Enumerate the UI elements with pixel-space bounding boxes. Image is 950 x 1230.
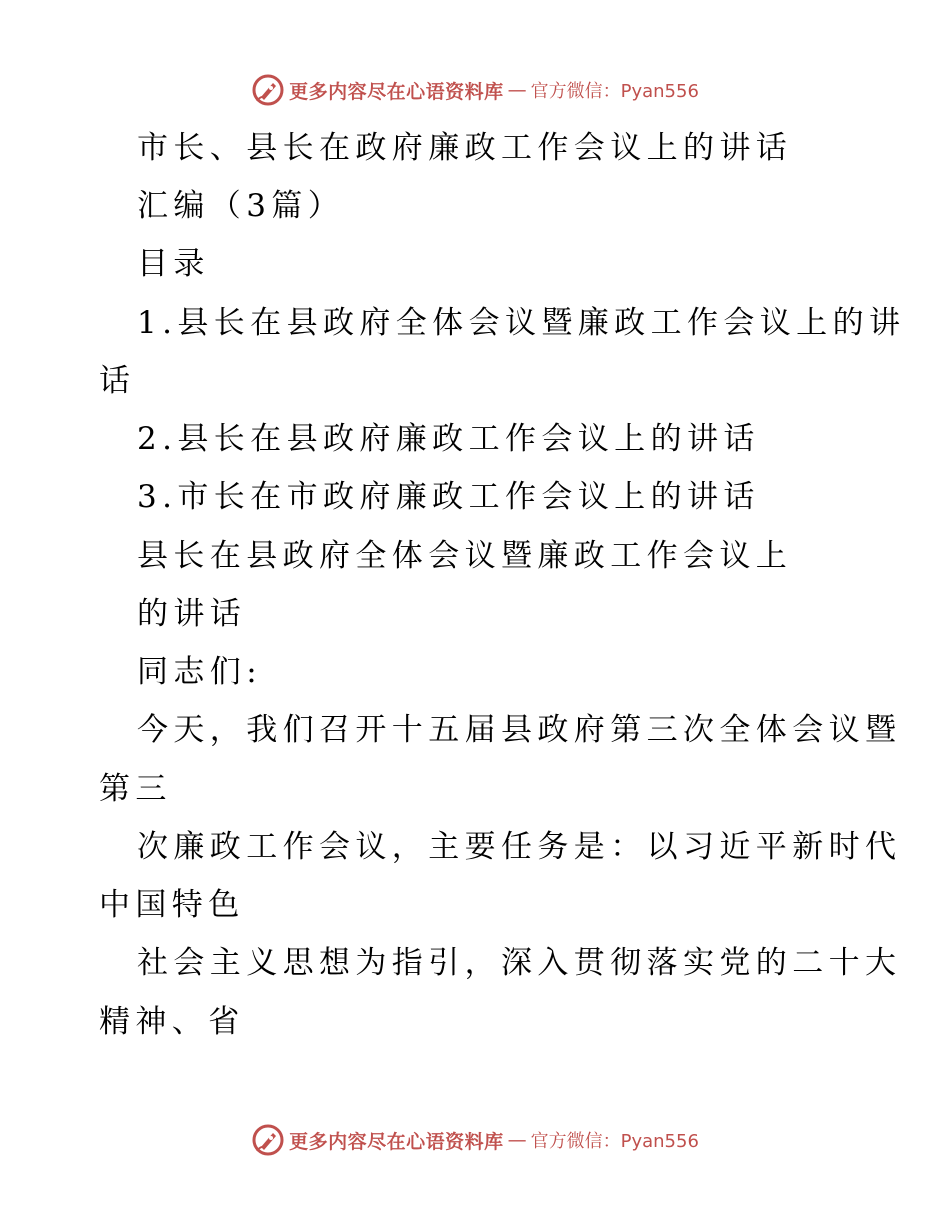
toc-item-3: 3.市长在市政府廉政工作会议上的讲话 [137, 479, 760, 515]
pen-nib-logo-icon [251, 73, 285, 107]
paragraph-2-line1: 次廉政工作会议，主要任务是：以习近平新时代 [137, 829, 902, 865]
paragraph-3-line1: 社会主义思想为指引，深入贯彻落实党的二十大 [137, 945, 902, 981]
paragraph-2-line2: 中国特色 [99, 887, 245, 923]
doc-title-line1: 市长、县长在政府廉政工作会议上的讲话 [137, 130, 793, 166]
banner-text: 更多内容尽在心语资料库 [289, 80, 504, 103]
banner-wechat: 官方微信：Pyan556 [530, 81, 699, 102]
section-title-line2: 的讲话 [137, 596, 247, 632]
toc-heading: 目录 [137, 246, 210, 282]
salutation: 同志们: [137, 654, 263, 690]
toc-item-2: 2.县长在县政府廉政工作会议上的讲话 [137, 421, 760, 457]
toc-item-1: 1.县长在县政府全体会议暨廉政工作会议上的讲 [137, 305, 906, 341]
paragraph-3-line2: 精神、省 [99, 1004, 245, 1040]
banner-separator: — [507, 79, 527, 101]
section-title-line1: 县长在县政府全体会议暨廉政工作会议上 [137, 538, 793, 574]
paragraph-1-line1: 今天，我们召开十五届县政府第三次全体会议暨 [137, 712, 902, 748]
toc-item-1-cont: 话 [99, 363, 136, 399]
footer-banner [0, 1120, 950, 1160]
header-banner [0, 70, 950, 110]
banner-text: 更多内容尽在心语资料库 [289, 1130, 504, 1153]
pen-nib-logo-icon [251, 1123, 285, 1157]
banner-separator: — [507, 1129, 527, 1151]
banner-wechat: 官方微信：Pyan556 [530, 1131, 699, 1152]
paragraph-1-line2: 第三 [99, 771, 172, 807]
doc-title-line2: 汇编（3篇） [137, 188, 345, 224]
